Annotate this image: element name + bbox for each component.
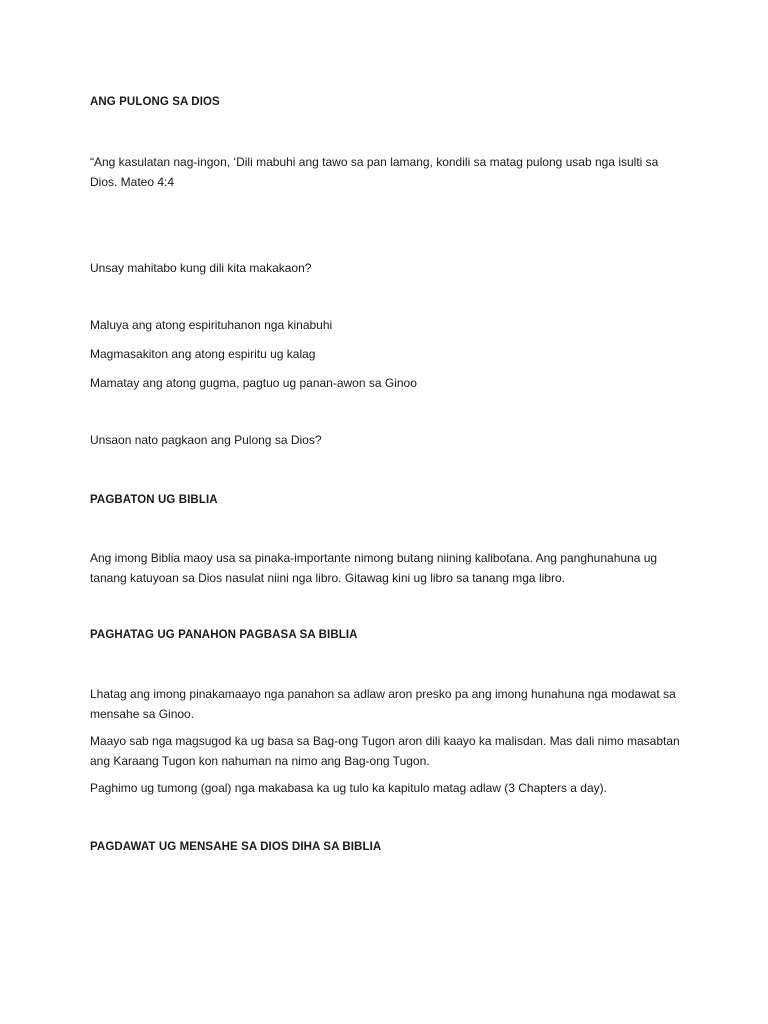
body-paragraph: Ang imong Biblia maoy usa sa pinaka-importante nimong butang niining kalibotana. Ang panghunahuna ug tanang katuyoan sa Dios nasulat niini nga libro. Gitawag kini ug libro sa tanang mga libro. (90, 551, 658, 585)
list-item: Maluya ang atong espirituhanon nga kinabuhi (90, 318, 333, 332)
section-heading: PAGHATAG UG PANAHON PAGBASA SA BIBLIA (90, 629, 358, 641)
list-item: Mamatay ang atong gugma, pagtuo ug panan-awon sa Ginoo (90, 376, 417, 390)
document-title: ANG PULONG SA DIOS (90, 96, 220, 108)
body-paragraph: Maayo sab nga magsugod ka ug basa sa Bag-ong Tugon aron dili kaayo ka malisdan. Mas dali nimo masabtan ang Karaang Tugon kon nahuman na nimo ang Bag-ong Tugon. (90, 734, 680, 768)
body-paragraph: Lhatag ang imong pinakamaayo nga panahon sa adlaw aron presko pa ang imong hunahuna nga modawat sa mensahe sa Ginoo. (90, 687, 676, 721)
section-heading: PAGDAWAT UG MENSAHE SA DIOS DIHA SA BIBLIA (90, 841, 382, 853)
body-paragraph: Paghimo ug tumong (goal) nga makabasa ka ug tulo ka kapitulo matag adlaw (3 Chapters a day). (90, 781, 607, 795)
section-heading: PAGBATON UG BIBLIA (90, 494, 218, 506)
opening-quote: “Ang kasulatan nag-ingon, ‘Dili mabuhi ang tawo sa pan lamang, kondili sa matag pulong usab nga isulti sa Dios. Mateo 4:4 (90, 155, 659, 189)
list-item: Magmasakiton ang atong espiritu ug kalag (90, 347, 316, 361)
question-text: Unsaon nato pagkaon ang Pulong sa Dios? (90, 433, 322, 447)
question-text: Unsay mahitabo kung dili kita makakaon? (90, 261, 312, 275)
